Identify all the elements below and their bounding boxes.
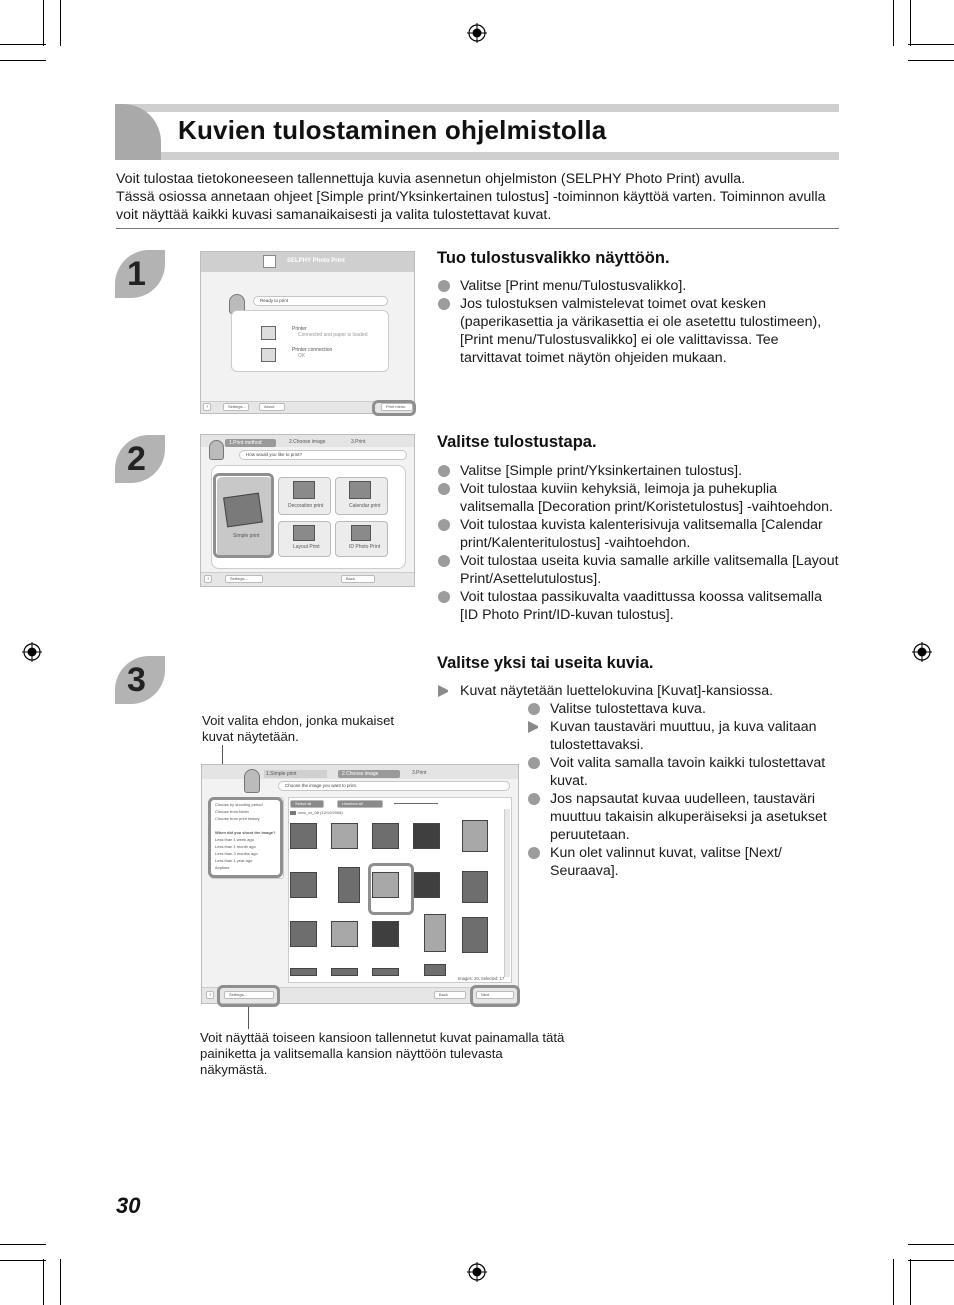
header-bar-bottom [115, 152, 839, 160]
image-thumbnail[interactable] [290, 921, 317, 947]
help-button[interactable]: ? [203, 403, 211, 411]
mascot-icon [209, 440, 224, 460]
header-tab [115, 104, 161, 160]
crop-mark [893, 0, 894, 46]
list-item: Voit tulostaa kuviin kehyksiä, leimoja ja puhekuplia valitsemalla [Decoration print/Koristetulostus] -vaihtoehdon. [438, 480, 842, 516]
list-item: Voit tulostaa passikuvalta vaadittussa koossa valitsemalla [ID Photo Print/ID-kuvan tulostus]. [438, 588, 842, 624]
list-item: Kun olet valinnut kuvat, valitse [Next/ Seuraava]. [528, 844, 842, 880]
next-button[interactable]: Next [476, 991, 514, 999]
decoration-print-image [293, 481, 315, 499]
printer-value: Connected and paper is loaded [298, 332, 368, 338]
crumb-print: 3.Print [351, 439, 366, 445]
divider [116, 228, 839, 229]
image-thumbnail[interactable] [290, 872, 317, 898]
filter-option[interactable]: Choose from folder [215, 809, 250, 814]
screenshot-print-menu [200, 251, 415, 414]
status-bubble: Ready to print [253, 296, 388, 306]
step-number: 3 [127, 661, 146, 699]
bullet-icon [438, 519, 450, 531]
registration-mark-icon [912, 642, 932, 662]
crumb-choose-image: 2.Choose image [289, 439, 326, 445]
layout-print-image [293, 525, 315, 541]
crop-mark [908, 44, 954, 45]
crop-mark [908, 1260, 954, 1261]
image-thumbnail[interactable] [372, 823, 399, 849]
intro-text [116, 171, 838, 224]
image-thumbnail[interactable] [331, 823, 358, 849]
crop-mark [910, 1259, 911, 1305]
highlight-settings-button [217, 985, 280, 1007]
crop-mark [0, 44, 46, 45]
list-item: Jos tulostuksen valmistelevat toimet ovat kesken (paperikasettia ja värikasettia ei ole asetettu tulostimeen), [Print menu/Tulostusvalikko] ei ole valittavissa. Tee tarvittavat toimet näytön ohjeiden mukaan. [438, 295, 842, 367]
simple-print-label: Simple print [233, 533, 260, 539]
help-button[interactable]: ? [204, 575, 212, 583]
filter-option[interactable]: Choose by shooting period [215, 802, 263, 807]
mascot-icon [244, 769, 260, 793]
callout-filter: Voit valita ehdon, jonka mukaiset kuvat näytetään. [202, 713, 395, 744]
list-item: Voit tulostaa useita kuvia samalle arkille valitsemalla [Layout Print/Asettelutulostus]. [438, 552, 842, 588]
connection-label: Printer connection [292, 347, 333, 353]
image-thumbnail[interactable] [290, 823, 317, 849]
list-item: Valitse tulostettava kuva. [528, 700, 842, 718]
bullet-icon [438, 298, 450, 310]
registration-mark-icon [467, 1262, 487, 1282]
id-photo-image [351, 525, 371, 541]
list-item: Kuvan taustaväri muuttuu, ja kuva valitaan tulostettavaksi. [528, 718, 842, 754]
image-thumbnail[interactable] [372, 921, 399, 947]
crop-mark [0, 1260, 46, 1261]
step-number: 1 [127, 255, 146, 293]
select-all-button[interactable]: Select all [290, 800, 324, 808]
printer-panel [231, 310, 389, 372]
image-thumbnail[interactable] [424, 964, 446, 976]
id-photo-label: ID Photo Print [349, 544, 381, 550]
calendar-print-label: Calendar print [349, 503, 381, 509]
printer-label: Printer [292, 326, 307, 332]
calendar-print-image [349, 481, 371, 499]
highlight-print-menu [372, 400, 416, 416]
registration-mark-icon [467, 23, 487, 43]
bullet-icon [528, 757, 540, 769]
arrow-bullet-icon [528, 721, 540, 733]
layout-print-label: Layout Print [293, 544, 320, 550]
period-option[interactable]: Less than 1 week ago [215, 837, 254, 842]
period-option[interactable]: Anytime [215, 865, 230, 870]
help-button[interactable]: ? [206, 991, 214, 999]
crop-mark [60, 1259, 61, 1305]
crumb-simple-print: 1.Simple print [264, 770, 327, 778]
intro-line-1: Voit tulostaa tietokoneeseen tallennettuja kuvia asennetun ohjelmiston (SELPHY Photo Print) avulla. [116, 171, 746, 187]
instruction-bubble: Choose the image you want to print. [278, 781, 510, 791]
bullet-icon [438, 483, 450, 495]
image-thumbnail[interactable] [290, 968, 317, 976]
folder-icon [290, 811, 296, 815]
decoration-print-label: Decoration print [288, 503, 324, 509]
crop-mark [908, 1244, 954, 1245]
highlight-simple-print [213, 473, 274, 558]
bullet-icon [528, 703, 540, 715]
step-3-sublist [528, 700, 842, 880]
back-button[interactable]: Back [434, 991, 466, 999]
registration-mark-icon [22, 642, 42, 662]
settings-button[interactable]: Settings... [225, 575, 263, 583]
crop-mark [910, 0, 911, 46]
step-2-title: Valitse tulostustapa. [437, 433, 597, 451]
highlight-filter-panel [208, 797, 283, 878]
filter-option[interactable]: Choose from print history [215, 816, 260, 821]
step-1-title: Tuo tulostusvalikko näyttöön. [437, 249, 670, 267]
image-thumbnail[interactable] [331, 968, 358, 976]
crop-mark [60, 0, 61, 46]
list-item: Voit tulostaa kuvista kalenterisivuja valitsemalla [Calendar print/Kalenteritulostus] -vaihtoehdon. [438, 516, 842, 552]
zoom-slider[interactable] [394, 803, 438, 804]
image-thumbnail[interactable] [424, 914, 446, 952]
crop-mark [0, 1244, 46, 1245]
step-number: 2 [127, 440, 146, 478]
unselect-all-button[interactable]: Unselect all [337, 800, 383, 808]
callout-folder: Voit näyttää toiseen kansioon tallennetut kuvat painamalla tätä painiketta ja valitsemalla kansion näyttöön tulevasta näkymästä. [200, 1030, 565, 1077]
image-thumbnail[interactable] [462, 820, 488, 852]
crop-mark [0, 60, 46, 61]
bullet-icon [438, 555, 450, 567]
list-item: Valitse [Print menu/Tulostusvalikko]. [438, 277, 842, 295]
image-thumbnail[interactable] [413, 872, 440, 898]
crumb-print-method: 1.Print method [225, 439, 276, 447]
highlight-next-button [470, 985, 520, 1007]
image-thumbnail[interactable] [331, 921, 358, 947]
crumb-choose-image: 2.Choose image [338, 770, 400, 778]
list-item: Voit valita samalla tavoin kaikki tulostettavat kuvat. [528, 754, 842, 790]
crop-mark [893, 1259, 894, 1305]
settings-button[interactable]: Settings... [224, 991, 274, 999]
period-option[interactable]: Less than 3 months ago [215, 851, 258, 856]
image-count: Images: 20, Selected: 17 [458, 976, 505, 981]
bullet-icon [438, 591, 450, 603]
step-3-list [438, 682, 842, 700]
connection-value: OK [298, 353, 306, 359]
period-label: When did you shoot the image? [215, 830, 276, 835]
about-button[interactable]: About [259, 403, 285, 411]
printer-icon [261, 326, 276, 340]
header-bar-top [115, 104, 839, 112]
image-thumbnail[interactable] [338, 867, 360, 903]
print-menu-button[interactable]: Print menu [381, 403, 413, 411]
scrollbar[interactable] [504, 809, 510, 977]
arrow-bullet-icon [438, 685, 450, 697]
callout-line [248, 1007, 249, 1029]
highlight-selected-image [368, 863, 414, 915]
page-number: 30 [116, 1193, 141, 1218]
bullet-icon [528, 847, 540, 859]
step-1-list [438, 277, 842, 367]
period-option[interactable]: Less than 1 month ago [215, 844, 256, 849]
image-thumbnail[interactable] [372, 968, 399, 976]
list-item: Jos napsautat kuvaa uudelleen, taustaväri muuttuu takaisin alkuperäiseksi ja asetukset peruutetaan. [528, 790, 842, 844]
list-item: Kuvat näytetään luettelokuvina [Kuvat]-kansiossa. [438, 682, 842, 700]
period-option[interactable]: Less than 1 year ago [215, 858, 253, 863]
page-title: Kuvien tulostaminen ohjelmistolla [178, 115, 607, 145]
bullet-icon [438, 280, 450, 292]
printer-app-icon [263, 255, 276, 268]
step-3-title: Valitse yksi tai useita kuvia. [437, 654, 654, 672]
intro-line-2: Tässä osiossa annetaan ohjeet [Simple print/Yksinkertainen tulostus] -toiminnon käyttöä varten. Toiminnon avulla voit näyttää kaikki kuvasi samanaikaisesti ja valita tulostettavat kuvat. [116, 188, 826, 223]
printer-connection-icon [261, 348, 276, 362]
image-thumbnail[interactable] [462, 871, 488, 903]
back-button[interactable]: Back [341, 575, 375, 583]
crumb-print: 3.Print [412, 770, 427, 776]
bullet-icon [528, 793, 540, 805]
settings-button[interactable]: Settings... [223, 403, 249, 411]
crop-mark [908, 60, 954, 61]
bullet-icon [438, 465, 450, 477]
crop-mark [43, 0, 44, 46]
step-2-list [438, 462, 842, 624]
image-thumbnail[interactable] [462, 917, 488, 953]
list-item: Valitse [Simple print/Yksinkertainen tulostus]. [438, 462, 842, 480]
folder-name: xxxx_xx_08 (12/10/2008) [298, 810, 343, 815]
app-title: SELPHY Photo Print [287, 258, 345, 264]
crop-mark [43, 1259, 44, 1305]
question-bubble: How would you like to print? [239, 450, 407, 460]
image-thumbnail[interactable] [413, 823, 440, 849]
